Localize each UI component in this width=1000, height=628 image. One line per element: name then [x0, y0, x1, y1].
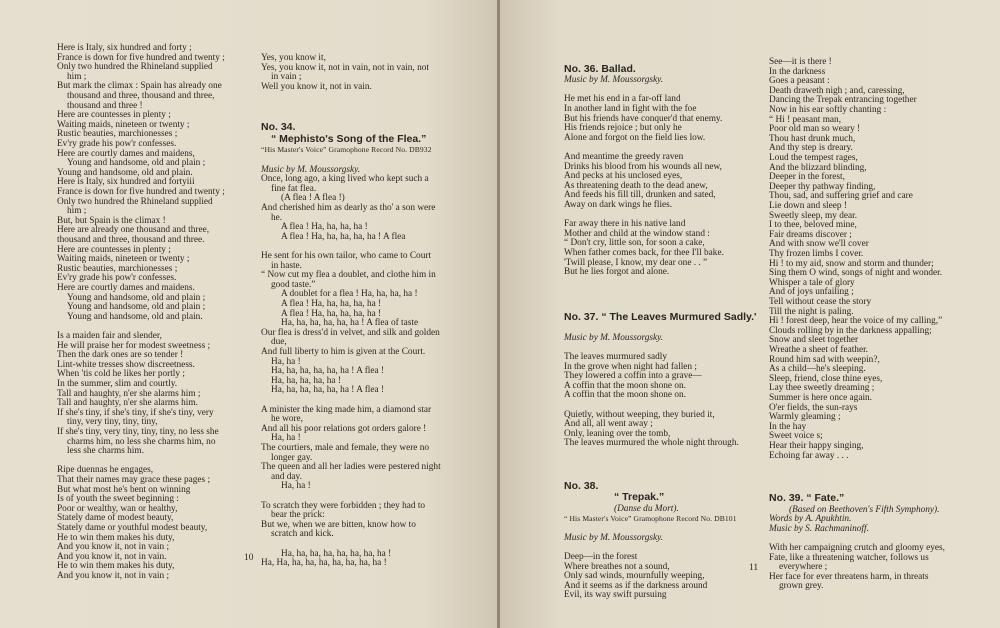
text-line: Far away there in his native land	[564, 219, 686, 230]
text-line: The leaves murmured the whole night through.	[564, 438, 739, 449]
text-line: Yes, you know it,	[261, 53, 326, 63]
text-line: he.	[271, 212, 283, 223]
text-line: Dancing the Trepak entrancing together	[769, 95, 917, 106]
text-line: Goes a peasant :	[769, 76, 830, 87]
text-line: Sweet voice s;	[769, 431, 823, 442]
text-line: Deeper in the forest,	[769, 172, 845, 183]
text-line: Here are courtly dames and maidens,	[57, 148, 195, 159]
text-line: Ha, ha, ha, ha, ha, ha ! A flea !	[271, 385, 385, 396]
text-line: And feeds his fill till, drunken and sated,	[564, 190, 716, 201]
text-line: Lint-white tresses show discreetness.	[57, 359, 195, 370]
text-line: Young and handsome, old and plain.	[57, 167, 193, 178]
text-line: Lay thee sweetly dreaming ;	[769, 383, 875, 394]
text-line: To scratch they were forbidden ; they had to	[261, 500, 426, 511]
text-line: Ev'ry grade his pow'r confesses.	[57, 139, 177, 149]
text-line: Ha, ha !	[281, 481, 311, 492]
song-heading: No. 38.	[564, 479, 599, 492]
page-number: 10	[244, 553, 254, 563]
text-line: grown grey.	[779, 581, 824, 592]
text-line: Hear their happy singing,	[769, 441, 864, 451]
text-line: Ha, ha !	[271, 433, 301, 444]
text-line: tiny, very tiny, tiny, tiny,	[67, 417, 158, 428]
text-line: And you know it, not in vain ;	[57, 542, 170, 553]
text-line: Poor old man so weary !	[769, 124, 861, 135]
text-line: him ;	[67, 206, 87, 217]
text-line: His friends rejoice ; but only he	[564, 123, 682, 134]
credit-line: Music by M. Moussorgsky.	[564, 332, 664, 343]
text-line: Waiting maids, nineteen or twenty ;	[57, 254, 190, 265]
text-line: Tall and haughty, n'er she alarms him.	[57, 398, 198, 409]
text-line: Young and handsome, old and plain ;	[67, 158, 206, 169]
song-heading: No. 37. “ The Leaves Murmured Sadly.'	[564, 310, 757, 323]
text-line: He sent for his own tailor, who came to Court	[261, 251, 432, 261]
text-line: He will praise her for modest sweetness ;	[57, 340, 211, 351]
text-line: Here is Italy, six hundred and fortyiii	[57, 177, 195, 188]
song-heading: No. 39. “ Fate.”	[769, 492, 845, 504]
text-line: scratch and kick.	[271, 529, 334, 540]
text-line: As threatening death to the dead anew,	[564, 180, 708, 191]
text-line: Round him sad with weepin?,	[769, 354, 880, 365]
text-line: Fate, like a threatening watcher, follows us	[769, 552, 929, 563]
text-line: And all his poor relations got orders galore !	[261, 423, 427, 434]
text-line: In the darkness	[769, 66, 826, 77]
text-line: They lowered a coffin into a grave—	[564, 371, 702, 382]
text-line: Once, long ago, a king lived who kept such a	[261, 174, 429, 185]
text-line: fine fat flea.	[271, 183, 317, 194]
credit-line: Music by M. Moussorgsky.	[261, 164, 361, 175]
text-line: France is down for five hundred and twenty ;	[57, 52, 225, 63]
text-line: Snow and sleet together	[769, 335, 859, 346]
text-line: Ha, ha !	[271, 356, 301, 367]
text-line: Summer is here once again.	[769, 393, 873, 403]
text-line: “ Don't cry, little son, for soon a cake,	[564, 238, 705, 249]
text-line: But his friends have conquer'd that enemy.	[564, 113, 723, 124]
text-line: And thy step is dreary.	[769, 143, 853, 154]
text-line: Rustic beauties, marchionesses ;	[57, 129, 178, 140]
text-line: Tall and haughty, n'er she alarms him ;	[57, 388, 201, 399]
text-line: When 'tis cold he likes her portly ;	[57, 369, 185, 380]
text-line: Only two hundred the Rhineland supplied	[57, 196, 213, 207]
text-line: thousand and three !	[67, 100, 143, 111]
text-line: With her campaigning crutch and gloomy eyes,	[769, 543, 945, 553]
song-heading: No. 34.	[261, 121, 296, 134]
text-line: he wore,	[271, 414, 304, 425]
text-line: Thy frozen limbs I cover.	[769, 249, 864, 259]
text-line: But he lies forgot and alone.	[564, 267, 670, 278]
text-line: And cherished him as dearly as tho' a son were	[261, 203, 436, 213]
text-line: “ Now cut my flea a doublet, and clothe him in	[261, 270, 436, 281]
text-line: Young and handsome, old and plain ;	[67, 292, 206, 303]
text-line: Here are countesses in plenty ;	[57, 110, 171, 121]
credit-line: (Based on Beethoven's Fifth Symphony).	[789, 504, 940, 515]
text-line: And you know it, not in vain ;	[57, 571, 170, 581]
text-line: Death draweth nigh ; and, caressing,	[769, 85, 905, 96]
text-line: Thou, sad, and suffering grief and care	[769, 191, 913, 202]
text-line: Till the night is paling.	[769, 306, 854, 317]
text-line: A flea ! Ha, ha, ha, ha !	[281, 222, 368, 233]
text-line: And the blizzard blinding,	[769, 162, 867, 173]
song-heading: “ Mephisto's Song of the Flea.”	[271, 132, 427, 145]
text-line: (A flea ! A flea !)	[281, 193, 345, 204]
text-line: Deeper thy pathway finding,	[769, 181, 876, 192]
text-line: Fair dreams discover ;	[769, 229, 852, 240]
text-line: Wreathe a sheet of feather.	[769, 345, 868, 355]
text-line: Well you know it, not in vain.	[261, 81, 372, 92]
text-line: Tell without cease the story	[769, 297, 872, 307]
text-line: Stately dame of modest beauty,	[57, 513, 174, 524]
text-line: And full liberty to him is given at the Court.	[261, 347, 426, 357]
text-line: Then the dark ones are so tender !	[57, 350, 184, 361]
song-heading: No. 36. Ballad.	[564, 62, 636, 75]
text-line: A flea ! Ha, ha, ha, ha, ha !	[281, 299, 382, 309]
text-line: The leaves murmured sadly	[564, 352, 668, 362]
credit-line: Music by M. Moussorgsky.	[564, 75, 664, 86]
text-line: And it seems as if the darkness around	[564, 580, 708, 591]
text-line: Hi ! forest deep, hear the voice of my calling,”	[769, 316, 943, 327]
right-page	[500, 0, 1000, 628]
text-line: A doublet for a flea ! Ha, ha, ha, ha !	[281, 289, 418, 300]
text-line: Now in his ear softly chanting :	[769, 105, 887, 115]
text-line: A flea ! Ha, ha, ha, ha, ha !	[281, 308, 382, 319]
text-line: in haste.	[271, 260, 302, 271]
text-line: Waiting maids, nineteen or twenty ;	[57, 119, 190, 130]
text-line: And meantime the greedy raven	[564, 152, 684, 162]
text-line: Stately dame or youthful modest beauty,	[57, 523, 208, 533]
text-line: Clouds rolling by in the darkness appalling;	[769, 325, 932, 336]
text-line: That their names may grace these pages ;	[57, 475, 211, 485]
text-line: Here is Italy, six hundred and forty ;	[57, 43, 192, 53]
text-line: Deep—in the forest	[564, 552, 638, 562]
text-line: Our flea is dress'd in velvet, and silk and golden	[261, 327, 440, 338]
text-line: Young and handsome, old and plain ;	[67, 302, 206, 313]
record-note: “ His Master's Voice” Gramophone Record No. DB101	[564, 513, 737, 523]
text-line: Poor or wealthy, wan or healthy,	[57, 503, 178, 514]
text-line: him ;	[67, 71, 87, 82]
text-line: A flea ! Ha, ha, ha, ha, ha ! A flea	[281, 231, 406, 242]
text-line: The queen and all her ladies were pestered night	[261, 462, 441, 473]
text-line: Ev'ry grade his pow'r confesses.	[57, 273, 177, 284]
text-line: If she's tiny, very tiny, tiny, tiny, no less she	[57, 427, 219, 437]
text-line: Young and handsome, old and plain.	[67, 311, 203, 322]
credit-line: (Danse du Mort).	[614, 504, 679, 514]
text-line: A minister the king made him, a diamond star	[261, 404, 432, 415]
text-line: bear the prick:	[271, 510, 325, 521]
text-line: Ha, ha, ha, ha, ha, ha, ha, ha !	[281, 548, 392, 559]
text-line: O'er fields, the sun-rays	[769, 402, 858, 413]
text-line: Is of youth the sweet beginning :	[57, 494, 179, 505]
text-line: He met his end in a far-off land	[564, 94, 681, 105]
text-line: Here are courtly dames and maidens.	[57, 283, 195, 293]
text-line: Ha, ha, ha, ha, ha, ha ! A flea of taste	[281, 318, 419, 329]
text-line: Loud the tempest rages,	[769, 153, 858, 163]
text-line: In another land in fight with the foe	[564, 104, 697, 114]
text-line: Only two hundred the Rhineland supplied	[57, 62, 213, 73]
text-line: Hi ! to my aid, snow and storm and thunder;	[769, 258, 934, 269]
text-line: Drinks his blood from his wounds all new,	[564, 161, 722, 172]
text-line: “ Hi ! peasant man,	[769, 114, 842, 125]
text-line: Thou hast drunk much,	[769, 133, 856, 144]
text-line: charms him, no less she charms him, no	[67, 436, 216, 447]
text-line: Ripe duennas he engages,	[57, 465, 154, 476]
text-line: As a child—he's sleeping.	[769, 364, 866, 375]
text-line: See—it is there !	[769, 57, 832, 67]
text-line: Ha, ha, ha, ha, ha !	[271, 375, 341, 386]
text-line: and day.	[271, 471, 302, 482]
text-line: Warmly gleaming ;	[769, 412, 841, 423]
text-line: A coffin that the moon shone on.	[564, 380, 686, 391]
text-line: everywhere ;	[779, 562, 828, 573]
text-line: due,	[271, 337, 287, 348]
text-line: In the summer, slim and courtly.	[57, 379, 178, 389]
text-line: Only, leaning over the tomb,	[564, 428, 671, 439]
text-line: Sweetly sleep, my dear.	[769, 210, 858, 221]
text-line: Echoing far away . . .	[769, 450, 849, 461]
text-line: Ha, ha, ha, ha, ha, ha ! A flea !	[271, 366, 385, 377]
credit-line: Music by M. Moussorgsky.	[564, 532, 664, 543]
text-line: Sleep, friend, close thine eyes,	[769, 373, 883, 384]
text-line: Here are countesses in plenty ;	[57, 244, 171, 255]
text-line: I to thee, beloved mine,	[769, 220, 857, 231]
text-line: Evil, its way swift pursuing	[564, 590, 667, 601]
text-line: He to win them makes his duty,	[57, 532, 175, 543]
text-line: And with snow we'll cover	[769, 239, 869, 250]
text-line: thousand and three, thousand and three.	[57, 235, 205, 245]
text-line: In the grove when night had fallen ;	[564, 361, 697, 372]
text-line: And of joys unfailing ;	[769, 287, 854, 298]
left-page	[0, 0, 498, 628]
text-line: good taste.”	[271, 279, 316, 290]
text-line: Alone and forgot on the field lies low.	[564, 132, 706, 143]
page-number: 11	[749, 563, 759, 573]
text-line: Yes, you know it, not in vain, not in vain, not	[261, 62, 429, 73]
text-line: Whisper a tale of glory	[769, 277, 855, 288]
text-line: Only sad winds, mournfully weeping,	[564, 571, 705, 582]
text-line: Is a maiden fair and slender,	[57, 331, 162, 341]
text-line: Where breathes not a sound,	[564, 561, 670, 572]
song-heading: “ Trepak.”	[614, 491, 665, 504]
text-line: Sing them O wind, songs of night and wonder.	[769, 268, 943, 279]
text-line: But we, when we are bitten, know how to	[261, 519, 416, 530]
text-line: When father comes back, for thee I'll bake.	[564, 248, 724, 258]
text-line: thousand and three, thousand and three,	[67, 91, 215, 101]
text-line: If she's tiny, if she's tiny, if she's tiny, very	[57, 407, 214, 418]
text-line: And you know it, not in vain.	[57, 551, 167, 562]
text-line: 'Twill please, I know, my dear one . . ”	[564, 257, 708, 268]
text-line: Rustic beauties, marchionesses ;	[57, 263, 178, 274]
credit-line: Words by A. Apukhtin.	[769, 514, 852, 525]
text-line: longer gay.	[271, 452, 313, 463]
text-line: But, but Spain is the climax !	[57, 215, 166, 226]
text-line: In the hay	[769, 421, 807, 432]
text-line: Here are already one thousand and three,	[57, 225, 210, 236]
text-line: But mark the climax : Spain has already one	[57, 81, 222, 92]
text-line: He to win them makes his duty,	[57, 561, 175, 572]
text-line: Ha, Ha, ha, ha, ha, ha, ha, ha, ha !	[261, 558, 387, 569]
credit-line: Music by S. Rachmaninoff.	[769, 523, 869, 534]
text-line: A coffin that the moon shone on.	[564, 390, 686, 401]
text-line: Her face for ever threatens harm, in threats	[769, 571, 929, 582]
text-line: in vain ;	[271, 72, 302, 83]
text-line: Away on dark wings he flies.	[564, 200, 673, 210]
text-line: The courtiers, male and female, they were no	[261, 443, 430, 453]
record-note: “His Master's Voice” Gramophone Record No. DB932	[261, 145, 432, 155]
text-line: France is down for five hundred and twenty ;	[57, 187, 225, 197]
text-line: Mother and child at the window stand :	[564, 228, 710, 239]
text-line: Lie down and sleep !	[769, 201, 847, 211]
text-line: less she charms him.	[67, 446, 144, 457]
text-line: Quietly, without weeping, they buried it,	[564, 409, 715, 420]
text-line: But what most he's bent on winning	[57, 484, 191, 495]
text-line: And all, all went away ;	[564, 419, 653, 430]
text-line: And pecks at his unclosed eyes,	[564, 171, 683, 182]
